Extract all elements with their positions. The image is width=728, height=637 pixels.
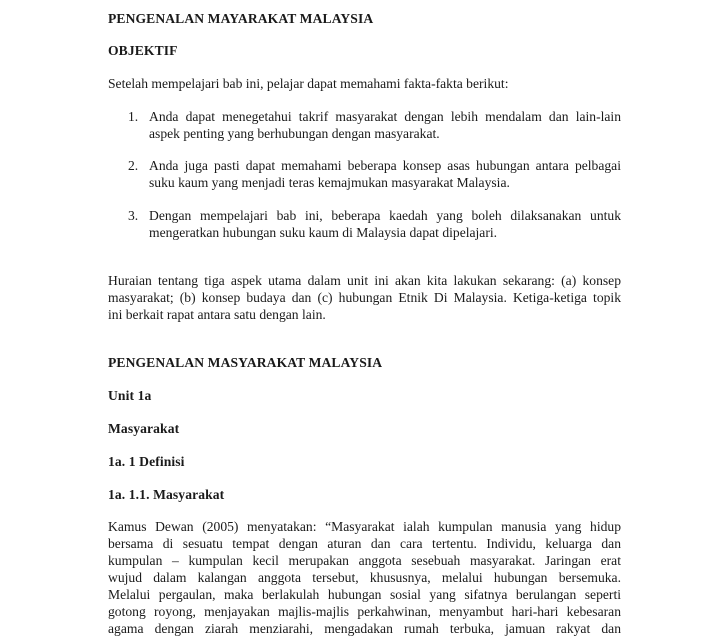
body-line: Kamus Dewan (2005) menyatakan: “Masyarakat ialah kumpulan manusia yang hidup — [108, 519, 621, 534]
objective-number: 1. — [128, 109, 139, 124]
body-paragraph — [108, 518, 621, 637]
objective-text — [149, 108, 621, 142]
summary-line: Huraian tentang tiga aspek utama dalam unit ini akan kita lakukan sekarang: (a) konsep — [108, 273, 621, 288]
objective-line: aspek penting yang berhubungan dengan masyarakat. — [149, 126, 440, 141]
objective-line: mengeratkan hubungan suku kaum di Malaysia dapat dipelajari. — [149, 225, 498, 240]
objective-text — [149, 157, 621, 191]
summary-line: masyarakat; (b) konsep budaya dan (c) hubungan Etnik Di Malaysia. Ketiga-ketiga topik — [108, 290, 621, 305]
objective-number: 2. — [128, 158, 139, 173]
objective-line: Dengan mempelajari bab ini, beberapa kaedah yang boleh dilaksanakan untuk — [149, 208, 621, 223]
body-line: kumpulan – kumpulan kecil merupakan anggota sesebuah masyarakat. Jaringan erat — [108, 553, 621, 568]
body-line: agama dengan ziarah menziarahi, mengadakan rumah terbuka, jamuan rakyat dan — [108, 621, 621, 636]
objective-line: Anda juga pasti dapat memahami beberapa konsep asas hubungan antara pelbagai — [149, 158, 621, 173]
body-line: gotong royong, menjayakan majlis-majlis perkahwinan, menyambut hari-hari kebesaran — [108, 604, 621, 619]
section-heading: PENGENALAN MASYARAKAT MALAYSIA — [108, 355, 383, 370]
objective-text — [149, 207, 621, 241]
summary-line: ini berkait rapat antara satu dengan lain. — [108, 307, 326, 322]
sub-definition-heading: 1a. 1.1. Masyarakat — [108, 487, 225, 502]
body-line: wujud dalam kalangan anggota tersebut, khususnya, melalui hubungan bersemuka. — [108, 570, 621, 585]
document-title: PENGENALAN MAYARAKAT MALAYSIA — [108, 11, 374, 26]
subheading: Masyarakat — [108, 421, 180, 436]
unit-heading: Unit 1a — [108, 388, 152, 403]
objective-line: Anda dapat menegetahui takrif masyarakat dengan lebih mendalam dan lain-lain — [149, 109, 621, 124]
intro-paragraph: Setelah mempelajari bab ini, pelajar dapat memahami fakta-fakta berikut: — [108, 76, 509, 91]
definition-heading: 1a. 1 Definisi — [108, 454, 185, 469]
body-line: Melalui pergaulan, maka berlakulah hubungan sosial yang sifatnya berulangan seperti — [108, 587, 621, 602]
summary-paragraph — [108, 272, 621, 323]
body-line: bersama di sesuatu tempat dengan aturan dan cara tertentu. Individu, keluarga dan — [108, 536, 621, 551]
objective-number: 3. — [128, 208, 139, 223]
objective-heading: OBJEKTIF — [108, 43, 178, 58]
objective-line: suku kaum yang menjadi teras kemajmukan masyarakat Malaysia. — [149, 175, 510, 190]
